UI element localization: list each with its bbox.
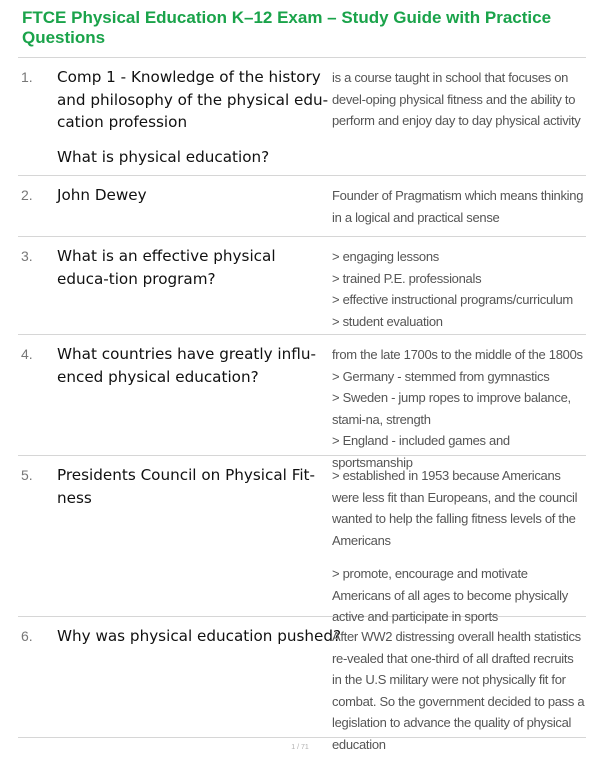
page-number: 1 / 71 [291, 744, 309, 751]
definition-text: > effective instructional programs/curriculum [332, 292, 573, 307]
flashcard-row [18, 176, 586, 237]
card-term [57, 245, 332, 334]
flashcard-row [18, 237, 586, 335]
term-text: Presidents Council on Physical Fit-ness [57, 466, 315, 507]
definition-text: > Sweden - jump ropes to improve balance, stami-na, strength [332, 390, 571, 427]
term-text: What countries have greatly influ-enced physical education? [57, 345, 316, 386]
card-term [57, 464, 332, 616]
definition-text: > Germany - stemmed from gymnastics [332, 368, 550, 384]
definition-text: is a course taught in school that focuses on devel-oping physical fitness and the ability to perform and enjoy day to day physical activity [332, 70, 581, 128]
card-number: 6. [21, 628, 33, 644]
card-number: 1. [21, 69, 33, 85]
term-text: John Dewey [57, 186, 147, 204]
term-text: Comp 1 - Knowledge of the history and philosophy of the physical edu-cation profession [57, 68, 329, 131]
flashcard-row [18, 335, 586, 470]
definition-text: > trained P.E. professionals [332, 270, 482, 286]
flashcard-row [18, 58, 586, 176]
card-number: 4. [21, 346, 33, 362]
card-definition [332, 343, 586, 470]
card-term [57, 343, 332, 455]
card-definition [332, 464, 586, 624]
document-title: FTCE Physical Education K–12 Exam – Study Guide with Practice Questions [22, 8, 552, 47]
definition-text: > engaging lessons [332, 249, 439, 264]
definition-text: > promote, encourage and motivate Americans of all ages to become physically active and participate in sports [332, 566, 568, 624]
card-definition [332, 625, 586, 752]
card-number: 5. [21, 467, 33, 483]
term-text: What is physical education? [57, 147, 270, 166]
flashcard-row [18, 456, 586, 624]
term-text: Why was physical education pushed? [57, 627, 342, 645]
definition-text: > established in 1953 because Americans were less fit than Europeans, and the council wanted to help the falling fitness levels of the Americans [332, 468, 578, 548]
card-term [57, 184, 332, 236]
card-definition [332, 184, 586, 236]
definition-text: Founder of Pragmatism which means thinking in a logical and practical sense [332, 188, 584, 225]
definition-text: from the late 1700s to the middle of the 1800s [332, 347, 583, 362]
card-number: 3. [21, 248, 33, 264]
card-definition [332, 245, 586, 334]
term-text: What is an effective physical educa-tion program? [57, 247, 276, 288]
card-term [57, 66, 332, 175]
definition-text: > England - included games and sportsmanship [332, 433, 510, 470]
card-term [57, 625, 342, 737]
definition-text: After WW2 distressing overall health statistics re-vealed that one-third of all drafted recruits in the U.S military were not physically fit for combat. So the government decided to pass a legislation to advance the quality of physical education [332, 629, 585, 752]
definition-text: > student evaluation [332, 313, 443, 329]
card-number: 2. [21, 187, 33, 203]
card-definition [332, 66, 586, 175]
